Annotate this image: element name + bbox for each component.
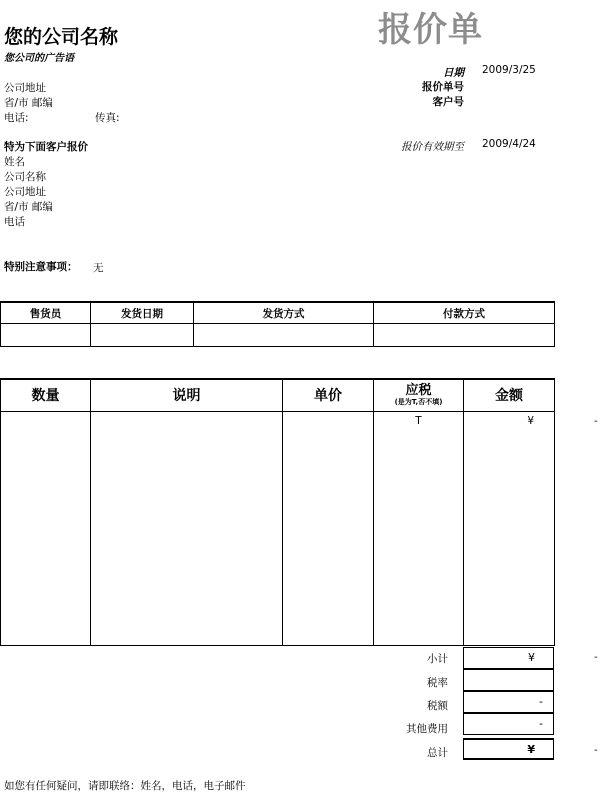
customer-company: 公司名称 <box>4 171 46 183</box>
sender-phone-label: 电话: <box>4 112 29 124</box>
amount-value: ¥ <box>527 414 534 427</box>
notes-label: 特别注意事项： <box>4 261 78 273</box>
subtotal-box <box>463 647 554 669</box>
customer-name: 姓名 <box>4 156 25 168</box>
other-fees-value: - <box>539 717 543 730</box>
sender-address: 公司地址 <box>4 82 46 94</box>
total-dash: - <box>594 745 598 756</box>
taxable-cell[interactable] <box>374 411 464 646</box>
subtotal-dash: - <box>594 652 598 663</box>
sender-fax-label: 传真: <box>95 112 120 124</box>
ship-date-cell[interactable] <box>91 324 194 347</box>
header-taxable <box>374 379 464 411</box>
tax-amount-value: - <box>539 695 543 708</box>
quote-number-label: 报价单号 <box>422 81 464 93</box>
valid-until-value: 2009/4/24 <box>482 138 536 150</box>
document-title: 报价单 <box>378 10 483 50</box>
quantity-cell[interactable] <box>1 411 91 646</box>
items-table <box>0 378 555 646</box>
subtotal-label: 小计 <box>427 653 448 665</box>
header-unit-price: 单价 <box>283 379 374 411</box>
unit-price-cell[interactable] <box>283 411 374 646</box>
subtotal-value: ¥ <box>528 651 535 664</box>
customer-phone: 电话 <box>4 216 25 228</box>
sender-province-zip: 省/市 邮编 <box>4 97 53 109</box>
header-taxable-note: (是为T,否不填) <box>394 397 443 406</box>
customer-heading: 特为下面客户报价 <box>4 141 88 153</box>
header-salesperson: 售货员 <box>1 302 91 324</box>
customer-number-label: 客户号 <box>432 96 464 108</box>
company-name: 您的公司名称 <box>4 26 119 48</box>
tax-amount-label: 税额 <box>427 700 448 712</box>
date-label: 日期 <box>443 67 464 79</box>
header-ship-method: 发货方式 <box>194 302 374 324</box>
company-slogan: 您公司的广告语 <box>4 53 74 64</box>
header-amount: 金额 <box>464 379 555 411</box>
taxable-value: T <box>415 414 422 427</box>
header-taxable-label: 应税 <box>405 383 432 399</box>
total-value: ¥ <box>527 743 535 756</box>
tax-amount-box <box>463 691 554 713</box>
other-fees-box[interactable] <box>463 713 554 735</box>
salesperson-cell[interactable] <box>1 324 91 347</box>
description-cell[interactable] <box>91 411 283 646</box>
header-ship-date: 发货日期 <box>91 302 194 324</box>
customer-address: 公司地址 <box>4 186 46 198</box>
notes-value: 无 <box>93 262 104 274</box>
amount-cell <box>464 411 555 646</box>
ship-method-cell[interactable] <box>194 324 374 347</box>
tax-rate-label: 税率 <box>427 677 448 689</box>
header-description: 说明 <box>91 379 283 411</box>
header-quantity: 数量 <box>1 379 91 411</box>
date-value: 2009/3/25 <box>482 64 536 76</box>
total-label: 总计 <box>427 747 448 759</box>
total-box <box>463 738 554 760</box>
sales-info-table <box>0 301 555 347</box>
header-payment-method: 付款方式 <box>374 302 555 324</box>
payment-method-cell[interactable] <box>374 324 555 347</box>
footer-contact: 如您有任何疑问，请即联络：姓名，电话，电子邮件 <box>4 780 246 792</box>
valid-until-label: 报价有效期至 <box>401 141 464 153</box>
tax-rate-box[interactable] <box>463 669 554 691</box>
row-amount-dash: - <box>594 416 598 427</box>
customer-province-zip: 省/市 邮编 <box>4 201 53 213</box>
other-fees-label: 其他费用 <box>406 723 448 735</box>
